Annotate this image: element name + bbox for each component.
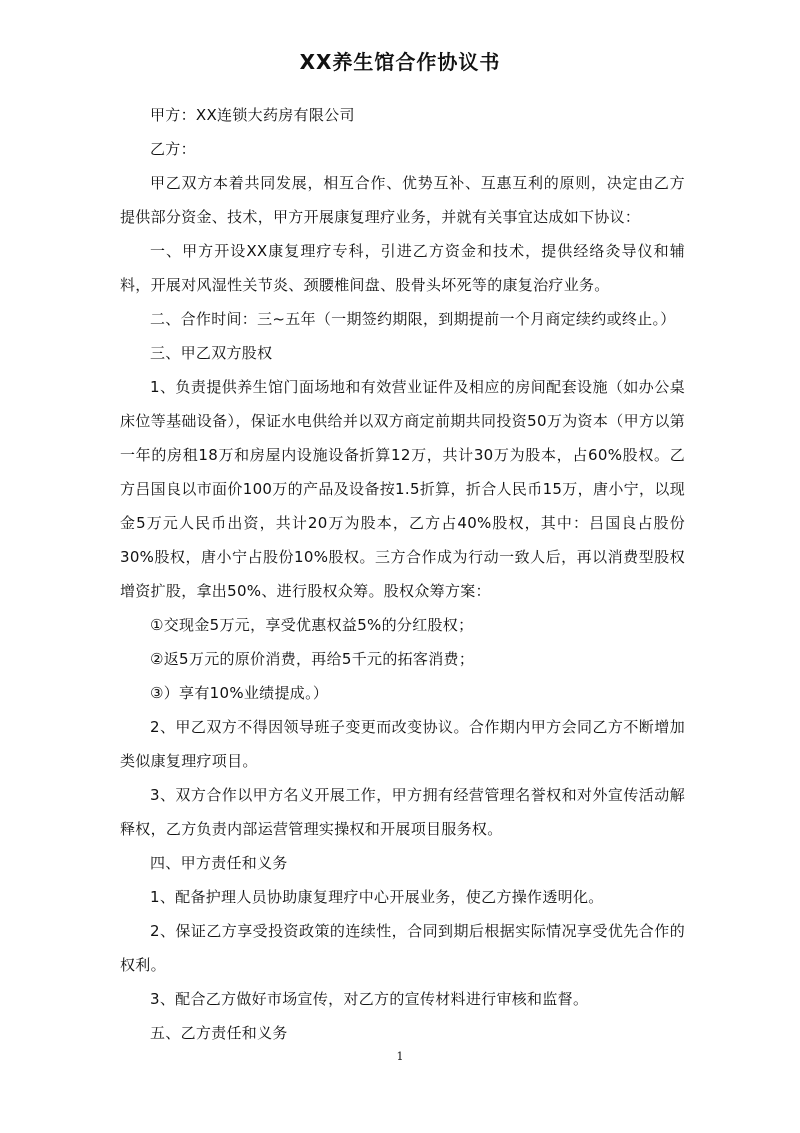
- party-a-duty-1: 1、配备护理人员协助康复理疗中心开展业务，使乙方操作透明化。: [150, 888, 604, 906]
- crowdfunding-option-2: ②返5万元的原价消费，再给5千元的拓客消费；: [150, 650, 475, 668]
- crowdfunding-option-3: ③）享有10%业绩提成。）: [150, 684, 329, 702]
- clause-1: 一、甲方开设XX康复理疗专科，引进乙方资金和技术，提供经络灸导仪和辅料，开展对风湿性关节炎、颈腰椎间盘、股骨头坏死等的康复治疗业务。: [120, 242, 685, 294]
- preamble-paragraph: 甲乙双方本着共同发展，相互合作、优势互补、互惠互利的原则，决定由乙方提供部分资金、技术，甲方开展康复理疗业务，并就有关事宜达成如下协议：: [120, 174, 685, 226]
- document-title: XX养生馆合作协议书: [299, 50, 501, 74]
- party-a-duty-2: 2、保证乙方享受投资政策的连续性，合同到期后根据实际情况享受优先合作的权利。: [120, 922, 685, 974]
- clause-2: 二、合作时间：三~五年（一期签约期限，到期提前一个月商定续约或终止。）: [150, 310, 676, 328]
- equity-item-1: 1、负责提供养生馆门面场地和有效营业证件及相应的房间配套设施（如办公桌床位等基础设备），保证水电供给并以双方商定前期共同投资50万为资本（甲方以第一年的房租18万和房屋内设施设备折算12万，共计30万为股本，占60%股权。乙方吕国良以市面价100万的产品及设备按1.5折算，折合人民币15万，唐小宁，以现金5万元人民币出资，共计20万为股本，乙方占40%股权，其中：吕国良占股份30%股权，唐小宁占股份10%股权。三方合作成为行动一致人后，再以消费型股权增资扩股，拿出50%、进行股权众筹。股权众筹方案：: [120, 378, 685, 600]
- equity-item-2: 2、甲乙双方不得因领导班子变更而改变协议。合作期内甲方会同乙方不断增加类似康复理疗项目。: [120, 718, 685, 770]
- section-heading-party-a-duties: 四、甲方责任和义务: [150, 854, 288, 872]
- crowdfunding-option-1: ①交现金5万元，享受优惠权益5%的分红股权；: [150, 616, 474, 634]
- party-a-line: 甲方：XX连锁大药房有限公司: [150, 106, 355, 124]
- party-b-line: 乙方：: [150, 140, 196, 158]
- section-heading-party-b-duties: 五、乙方责任和义务: [150, 1024, 288, 1042]
- page-number: 1: [396, 1050, 404, 1063]
- document-body: [120, 98, 685, 1050]
- section-heading-equity: 三、甲乙双方股权: [150, 344, 273, 362]
- party-a-duty-3: 3、配合乙方做好市场宣传，对乙方的宣传材料进行审核和监督。: [150, 990, 589, 1008]
- equity-item-3: 3、双方合作以甲方名义开展工作，甲方拥有经营管理名誉权和对外宣传活动解释权，乙方负责内部运营管理实操权和开展项目服务权。: [120, 786, 685, 838]
